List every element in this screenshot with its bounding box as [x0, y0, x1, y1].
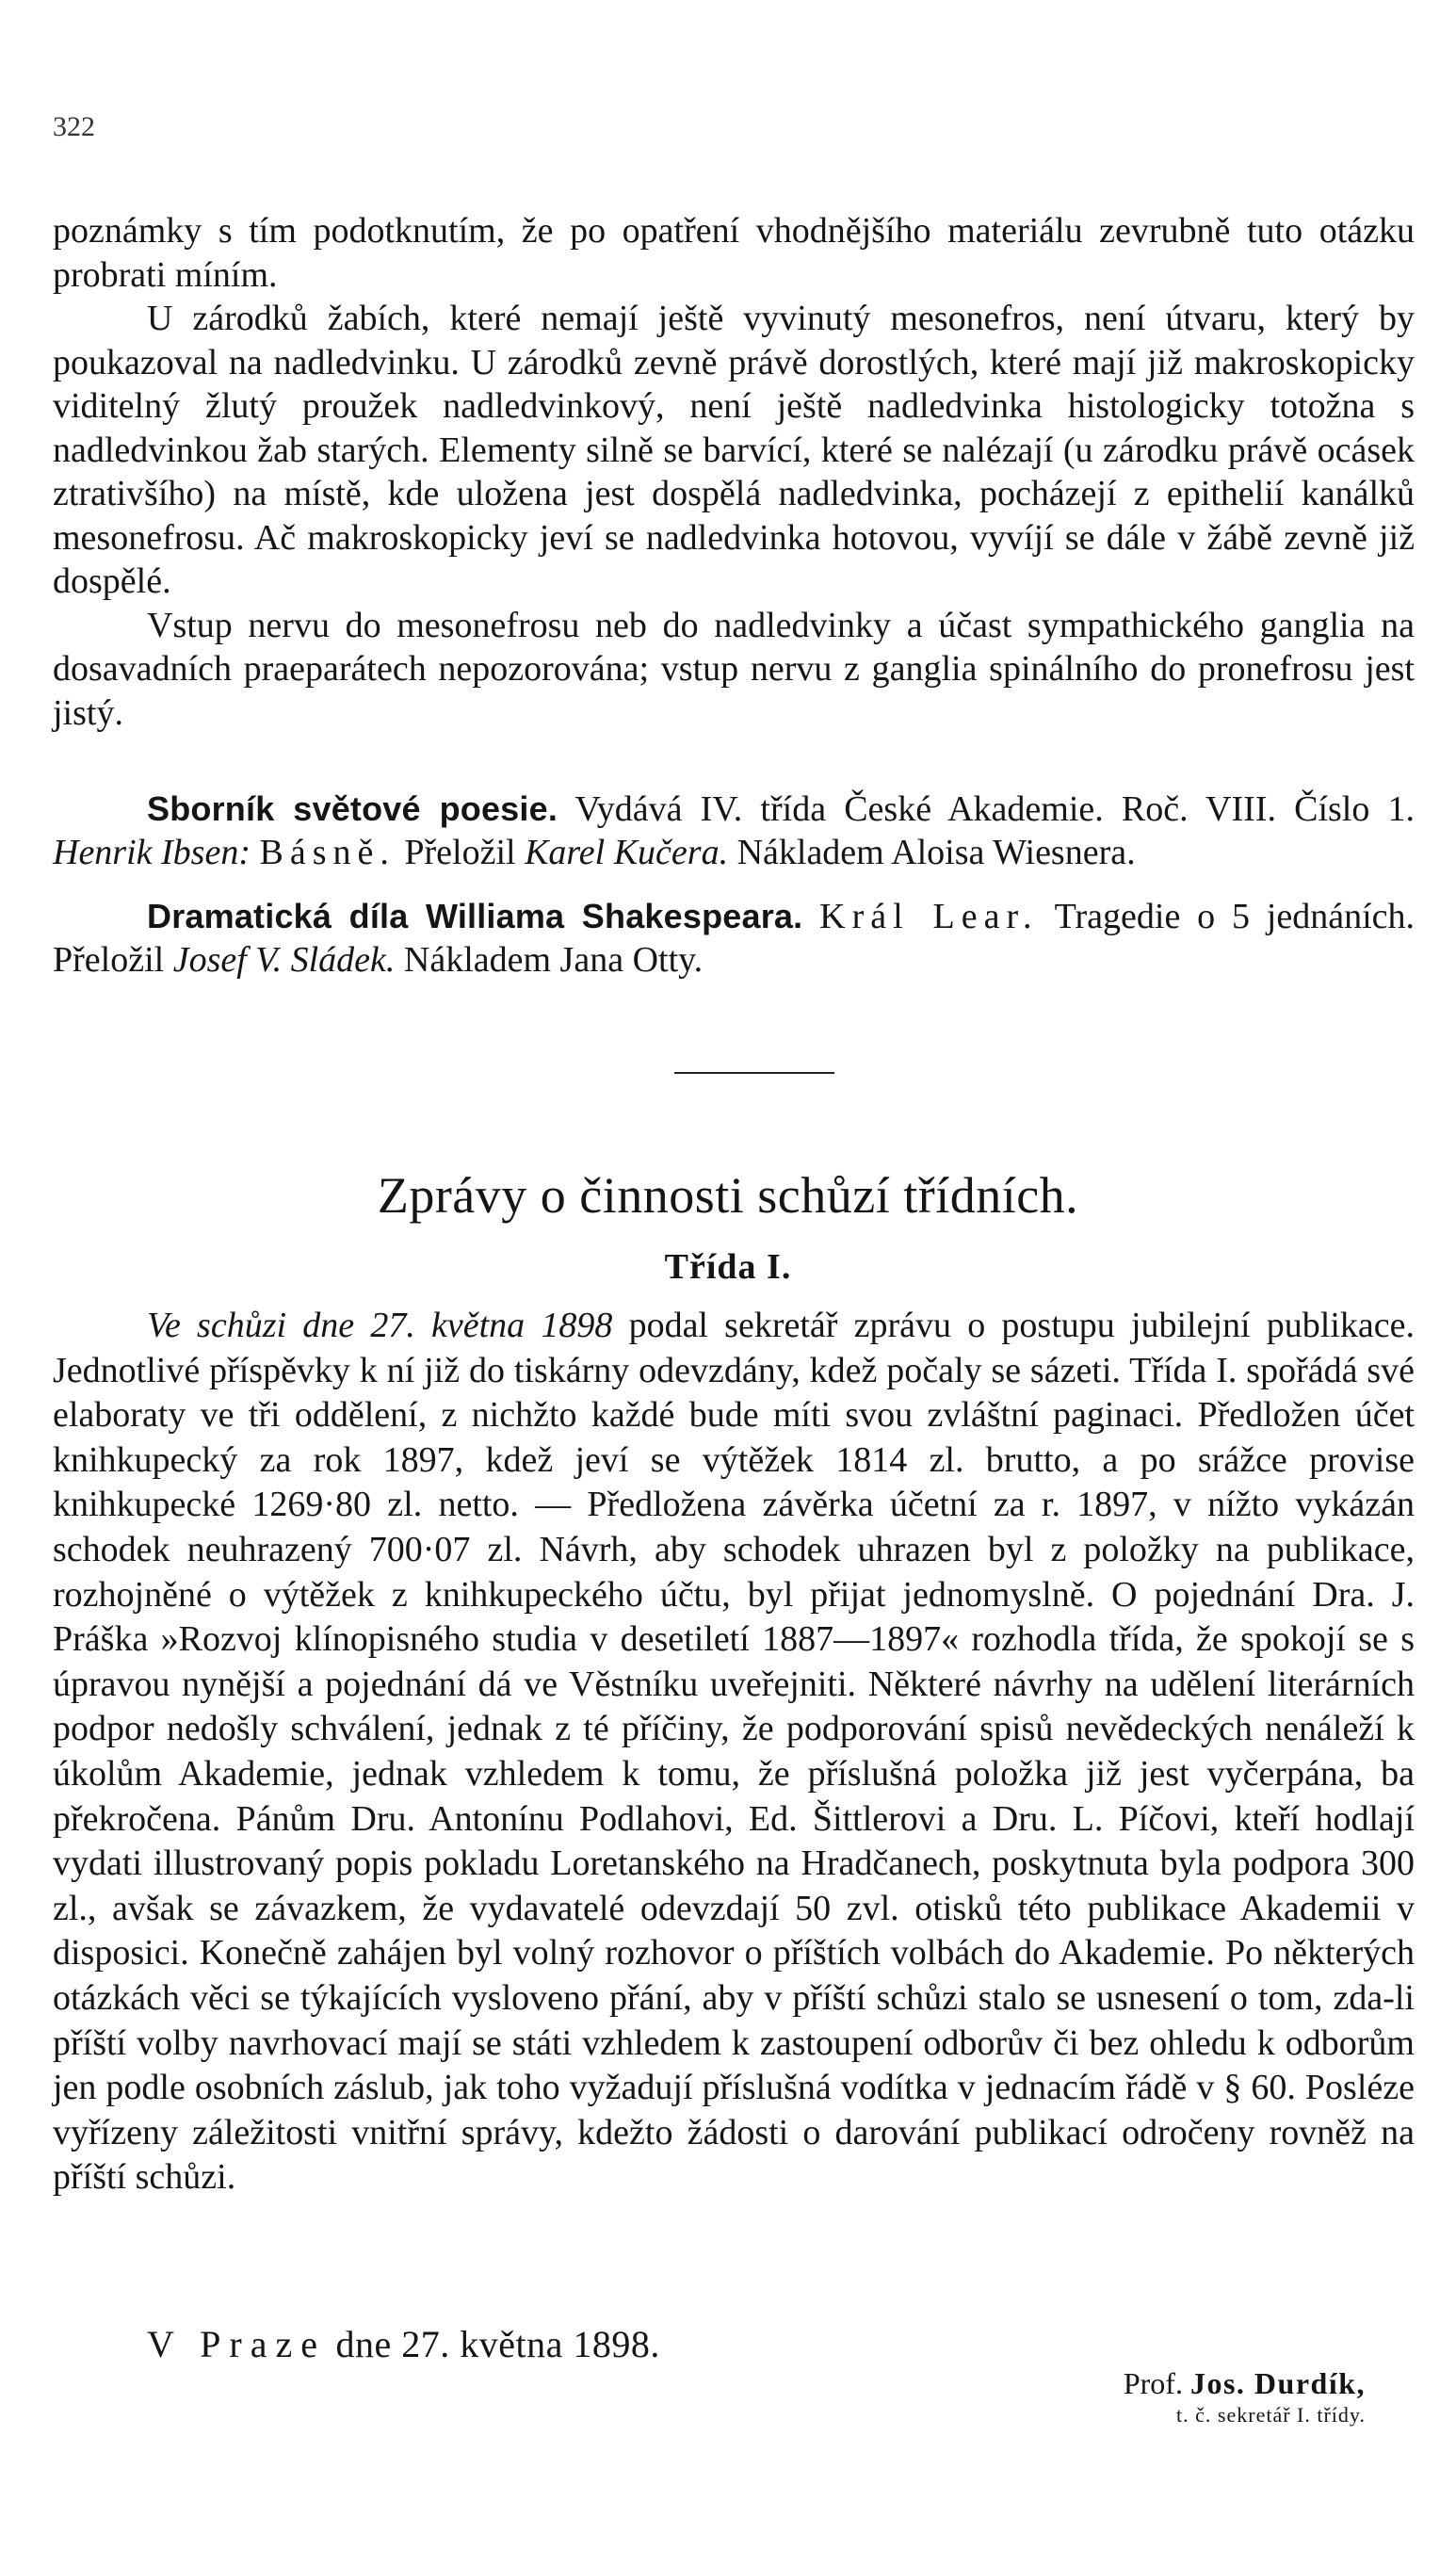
signature-title: t. č. sekretář I. třídy.: [1176, 2403, 1366, 2427]
announcement-translator: Karel Kučera.: [525, 833, 729, 872]
announcement-title: Sborník světové poesie.: [147, 789, 558, 828]
announcement-text: Přeložil: [404, 833, 516, 872]
class-heading: Třída I.: [664, 1247, 792, 1287]
announcement-item: [53, 788, 1415, 874]
announcement-work: Básně.: [259, 833, 396, 872]
announcement-text: Nákladem Jana Otty.: [403, 940, 704, 980]
article-continuation: [53, 209, 1415, 735]
announcement-text: Tragedie o 5 jednáních. Přeložil: [53, 897, 1415, 980]
announcement-work: Král Lear.: [819, 897, 1039, 936]
announcement-text: Vydává IV. třída České Akademie. Roč. VIII. Číslo 1.: [574, 789, 1415, 829]
paragraph: U zárodků žabích, které nemají ještě vyvinutý mesonefros, není útvaru, který by poukazoval na nadledvinku. U zárodků zevně právě dorostlých, které mají již makroskopicky viditelný žlutý proužek nadledvinkový, není ještě nadledvinka histologicky totožna s nadledvinkou žab starých. Elementy silně se barvící, které se nalézají (u zárodku právě ocásek ztrativšího) na místě, kde uložena jest dospělá nadledvinka, pocházejí z epithelií kanálků mesonefrosu. Ač makroskopicky jeví se nadledvinka hotovou, vyvíjí se dále v žábě zevně již dospělé.: [53, 299, 1415, 601]
announcement-list: [53, 788, 1415, 982]
closing-place: V Praze: [147, 2323, 326, 2365]
report-paragraph: [53, 1304, 1415, 2201]
report-text: podal sekretář zprávu o postupu jubilejní publikace. Jednotlivé příspěvky k ní již do tiskárny odevzdány, kdež počaly se sázeti. Třída I. spořádá své elaboraty ve tři oddělení, z nichžto každé bude míti svou zvláštní paginaci. Předložen účet knihkupecký za rok 1897, kdež jeví se výtěžek 1814 zl. brutto, a po srážce provise knihkupecké 1269·80 zl. netto. — Předložena závěrka účetní za r. 1897, v nížto vykázán schodek neuhrazený 700·07 zl. Návrh, aby schodek uhrazen byl z položky na publikace, rozhojněné o výtěžek z knihkupeckého účtu, byl přijat jednomyslně. O pojednání Dra. J. Práška »Rozvoj klínopisného studia v desetiletí 1887—1897« rozhodla třída, že spokojí se s úpravou nynější a pojednání dá ve Věstníku uveřejniti. Některé návrhy na udělení literárních podpor nedošly schválení, jednak z té příčiny, že podporování spisů nevědeckých nenáleží k úkolům Akademie, jednak vzhledem k tomu, že příslušná položka již jest vyčerpána, ba překročena. Pánům Dru. Antonínu Podlahovi, Ed. Šittlerovi a Dru. L. Píčovi, kteří hodlají vydati illustrovaný popis pokladu Loretanského na Hradčanech, poskytnuta byla podpora 300 zl., avšak se závazkem, že vydavatelé odevzdají 50 zvl. otisků této publikace Akademii v disposici. Konečně zahájen byl volný rozhovor o příštích volbách do Akademie. Po některých otázkách věci se týkajících vysloveno přání, aby v příští schůzi stalo se usnesení o tom, zda-li příští volby navrhovací mají se státi vzhledem k zastoupení odborův či bez ohledu k odborům jen podle osobních záslub, jak toho vyžadují příslušná vodítka v jednacím řádě v § 60. Posléze vyřízeny záležitosti vnitřní správy, kdežto žádosti o darování publikací odročeny rovněž na příští schůzi.: [53, 1306, 1416, 2198]
signature-name: [989, 2366, 1366, 2401]
paragraph: poznámky s tím podotknutím, že po opatření vhodnějšího materiálu zevrubně tuto otázku probrati míním.: [53, 211, 1415, 295]
closing-date: dne 27. května 1898.: [335, 2323, 660, 2365]
announcement-author: Henrik Ibsen:: [53, 833, 251, 872]
closing-line: [147, 2322, 660, 2366]
section-divider: [674, 1072, 834, 1074]
report-date-lead: Ve schůzi dne 27. května 1898: [147, 1306, 613, 1345]
signature-block: [989, 2366, 1366, 2428]
announcement-item: [53, 895, 1415, 982]
signature-prefix: Prof.: [1123, 2366, 1183, 2400]
announcement-text: Nákladem Aloisa Wiesnera.: [736, 833, 1136, 872]
announcement-translator: Josef V. Sládek.: [172, 940, 396, 980]
page-number: 322: [53, 111, 95, 142]
meeting-report: [53, 1304, 1415, 2201]
announcement-title: Dramatická díla Williama Shakespeara.: [147, 897, 803, 935]
section-heading: Zprávy o činnosti schůzí třídních.: [377, 1167, 1079, 1224]
signature-person: Jos. Durdík,: [1189, 2366, 1366, 2400]
paragraph: Vstup nervu do mesonefrosu neb do nadledvinky a účast sympathického ganglia na dosavadních praeparátech nepozorována; vstup nervu z ganglia spinálního do pronefrosu jest jistý.: [53, 605, 1415, 733]
